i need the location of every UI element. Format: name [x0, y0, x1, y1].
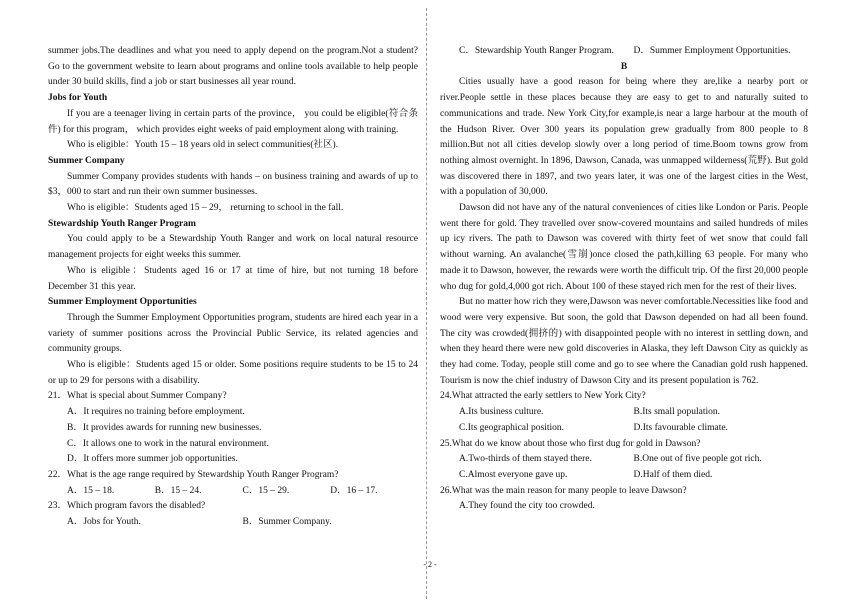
option-25-c: C.Almost everyone gave up.	[459, 469, 568, 480]
option-25-d: D.Half of them died.	[633, 469, 713, 480]
right-column	[440, 44, 808, 515]
option-23-a: A．Jobs for Youth.	[67, 517, 141, 528]
option-23-d: D．Summer Employment Opportunities.	[633, 46, 791, 56]
section-title-summer-company: Summer Company	[48, 155, 125, 166]
section-title-jobs-for-youth: Jobs for Youth	[48, 93, 108, 104]
options-24-cd	[440, 421, 808, 437]
option-23-c: C．Stewardship Youth Ranger Program.	[459, 46, 614, 56]
section-paragraph: You could apply to be a Stewardship Youth Ranger and work on local natural resource management projects for eight weeks this summer.	[48, 234, 418, 261]
option-22-d: D．16 – 17.	[330, 485, 378, 496]
column-divider	[426, 8, 427, 599]
question-25: 25.What do we know about those who first dug for gold in Dawson?	[440, 438, 701, 449]
option-25-b: B.One out of five people got rich.	[633, 454, 762, 465]
option-22-b: B．15 – 24.	[154, 485, 202, 496]
option-24-b: B.Its small population.	[633, 407, 721, 418]
eligibility-line: Who is eligible：Students aged 15 – 29， returning to school in the fall.	[67, 203, 344, 214]
options-24-ab	[440, 405, 808, 421]
section-paragraph: Summer Company provides students with hands – on business training and awards of up to $3，000 to start and run their own summer businesses.	[48, 171, 418, 198]
question-21: 21．What is special about Summer Company?	[48, 391, 227, 402]
passage-b-paragraph-1: Cities usually have a good reason for being where they are,like a nearby port or river.People settle in these places because they are easy to get to and naturally suited to communications and trade. New York City,for example,is near a large harbour at the mouth of the Hudson River. Over 300 years its population grew gradually from 800 people to 8 million.But not all cities develop slowly over a long period of time.Boom towns grow from nothing almost overnight. In 1896, Dawson, Canada, was unmapped wilderness(荒野). But gold was discovered there in 1897, and two years later, it was one of the largest cities in the West, with a population of 30,000.	[440, 77, 808, 198]
option-22-a: A．15 – 18.	[67, 485, 115, 496]
options-25-ab	[440, 452, 808, 468]
section-paragraph: If you are a teenager living in certain parts of the province， you could be eligible(符合条件) for this program， which provides eight weeks of paid employment along with training.	[48, 108, 418, 135]
left-column	[48, 44, 418, 531]
option-21-d: D．It offers more summer job opportunities.	[67, 454, 238, 465]
section-title-stewardship-youth-ranger: Stewardship Youth Ranger Program	[48, 218, 196, 229]
option-21-c: C．It allows one to work in the natural environment.	[67, 438, 269, 449]
option-23-b: B．Summer Company.	[242, 517, 332, 528]
options-23-cd	[440, 44, 808, 60]
page-number: - 2 -	[423, 560, 437, 569]
option-24-c: C.Its geographical position.	[459, 422, 565, 433]
passage-b-label: B	[620, 61, 628, 72]
option-24-a: A.Its business culture.	[459, 407, 544, 418]
section-title-summer-employment: Summer Employment Opportunities	[48, 297, 197, 308]
question-24: 24.What attracted the early settlers to New York City?	[440, 391, 646, 402]
passage-a-intro: summer jobs.The deadlines and what you need to apply depend on the program.Not a student? Go to the government website to learn about programs and online tools available to help people under 30 build skills, find a job or start businesses all year round.	[48, 46, 418, 88]
question-23: 23．Which program favors the disabled?	[48, 501, 206, 512]
eligibility-line: Who is eligible：Youth 15 – 18 years old in select communities(社区).	[67, 140, 339, 151]
option-22-c: C．15 – 29.	[242, 485, 290, 496]
option-21-b: B．It provides awards for running new businesses.	[67, 422, 262, 433]
option-26-a: A.They found the city too crowded.	[459, 501, 595, 512]
passage-b-paragraph-2: Dawson did not have any of the natural conveniences of cities like London or Paris. People went there for gold. They travelled over snow-covered mountains and sailed hundreds of miles up icy rivers. The path to Dawson was covered with thirty feet of wet snow that could fall without warning. An avalanche(雪崩)once closed the path,killing 63 people. For many who made it to Dawson, however, the rewards were worth the difficult trip. Of the first 20,000 people who dug for gold,4,000 got rich. About 100 of these stayed rich men for the rest of their lives.	[440, 203, 808, 292]
eligibility-line: Who is eligible：Students aged 15 or older. Some positions require students to be 15 to 24 or up to 29 for persons with a disability.	[48, 360, 418, 386]
options-22	[48, 484, 418, 500]
section-paragraph: Through the Summer Employment Opportunities program, students are hired each year in a variety of summer positions across the Provincial Public Service, its related agencies and community groups.	[48, 312, 418, 355]
passage-b-paragraph-3: But no matter how rich they were,Dawson was never comfortable.Necessities like food and wood were very expensive. But soon, the gold that Dawson depended on had all been found. The city was crowded(拥挤的) with disappointed people with no interest in settling down, and when they heard there were new gold discoveries in Alaska, they left Dawson City as quickly as they had come. Today, people still come and go to see where the Canadian gold rush happened. Tourism is now the chief industry of Dawson City and its present population is 762.	[440, 297, 808, 386]
options-23-ab	[48, 515, 418, 531]
eligibility-line: Who is eligible：Students aged 16 or 17 at time of hire, but not turning 18 before December 31 this year.	[48, 265, 418, 292]
option-24-d: D.Its favourable climate.	[633, 422, 728, 433]
question-26: 26.What was the main reason for many people to leave Dawson?	[440, 485, 687, 496]
option-21-a: A．It requires no training before employment.	[67, 407, 245, 418]
options-25-cd	[440, 468, 808, 484]
question-22: 22．What is the age range required by Stewardship Youth Ranger Program?	[48, 469, 339, 480]
option-25-a: A.Two-thirds of them stayed there.	[459, 454, 592, 465]
